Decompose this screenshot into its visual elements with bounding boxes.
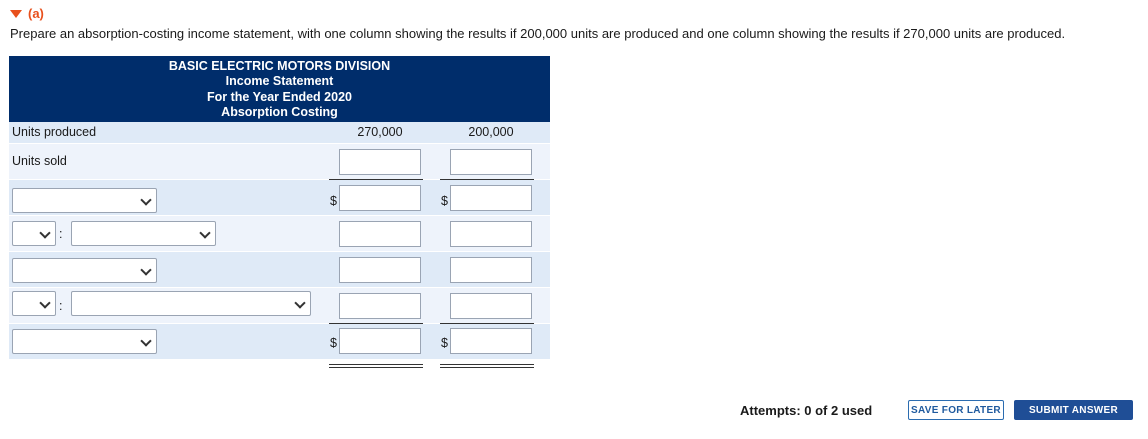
line-item-row-1 <box>9 180 550 216</box>
chevron-down-icon <box>199 227 210 238</box>
operator-select-2[interactable] <box>12 221 56 246</box>
underline <box>440 179 534 180</box>
line-item-select-2[interactable] <box>71 221 216 246</box>
caret-down-icon <box>10 10 22 18</box>
col2-input-3[interactable] <box>450 257 532 283</box>
line-item-row-3 <box>9 252 550 288</box>
double-underline <box>440 367 534 368</box>
part-a-toggle[interactable] <box>10 6 44 21</box>
col2-input-2[interactable] <box>450 221 532 247</box>
col2-units-produced: 200,000 <box>468 125 514 139</box>
col1-input-4[interactable] <box>339 293 421 319</box>
dollar-sign: $ <box>330 194 337 208</box>
col1-input-3[interactable] <box>339 257 421 283</box>
units-sold-label: Units sold <box>12 154 67 168</box>
col2-input-5[interactable] <box>450 328 532 354</box>
chevron-down-icon <box>39 297 50 308</box>
col1-units-produced: 270,000 <box>357 125 403 139</box>
double-underline <box>440 364 534 365</box>
dollar-sign: $ <box>441 336 448 350</box>
statement-title: Income Statement <box>225 74 334 89</box>
col2-input-4[interactable] <box>450 293 532 319</box>
double-underline <box>329 364 423 365</box>
col1-units-sold-input[interactable] <box>339 149 421 175</box>
chevron-down-icon <box>140 335 151 346</box>
save-for-later-button[interactable]: SAVE FOR LATER <box>908 400 1004 420</box>
col2-input-1[interactable] <box>450 185 532 211</box>
submit-answer-button[interactable]: SUBMIT ANSWER <box>1014 400 1133 420</box>
chevron-down-icon <box>140 264 151 275</box>
statement-period: For the Year Ended 2020 <box>207 89 352 104</box>
units-produced-row <box>9 122 550 144</box>
chevron-down-icon <box>140 194 151 205</box>
dollar-sign: $ <box>330 336 337 350</box>
line-item-select-5[interactable] <box>12 329 157 354</box>
statement-header <box>9 56 550 122</box>
col1-input-2[interactable] <box>339 221 421 247</box>
units-produced-label: Units produced <box>12 125 97 139</box>
income-statement <box>9 56 550 360</box>
line-item-select-1[interactable] <box>12 188 157 213</box>
dollar-sign: $ <box>441 194 448 208</box>
units-sold-row <box>9 144 550 180</box>
chevron-down-icon <box>294 297 305 308</box>
line-item-select-4[interactable] <box>71 291 311 316</box>
col1-input-1[interactable] <box>339 185 421 211</box>
chevron-down-icon <box>39 227 50 238</box>
colon: : <box>59 227 63 241</box>
line-item-row-4 <box>9 288 550 324</box>
line-item-row-2 <box>9 216 550 252</box>
line-item-row-5 <box>9 324 550 360</box>
costing-method: Absorption Costing <box>221 104 338 119</box>
underline <box>440 323 534 324</box>
double-underline <box>329 367 423 368</box>
attempts-counter: Attempts: 0 of 2 used <box>740 403 873 418</box>
instructions-text: Prepare an absorption-costing income statement, with one column showing the results if 200,000 units are produced and one column showing the results if 270,000 units are produced. <box>10 26 1066 41</box>
line-item-select-3[interactable] <box>12 258 157 283</box>
col2-units-sold-input[interactable] <box>450 149 532 175</box>
company-name: BASIC ELECTRIC MOTORS DIVISION <box>168 59 391 73</box>
underline <box>329 179 423 180</box>
col1-input-5[interactable] <box>339 328 421 354</box>
underline <box>329 323 423 324</box>
colon: : <box>59 299 63 313</box>
part-label: (a) <box>28 6 44 21</box>
operator-select-4[interactable] <box>12 291 56 316</box>
